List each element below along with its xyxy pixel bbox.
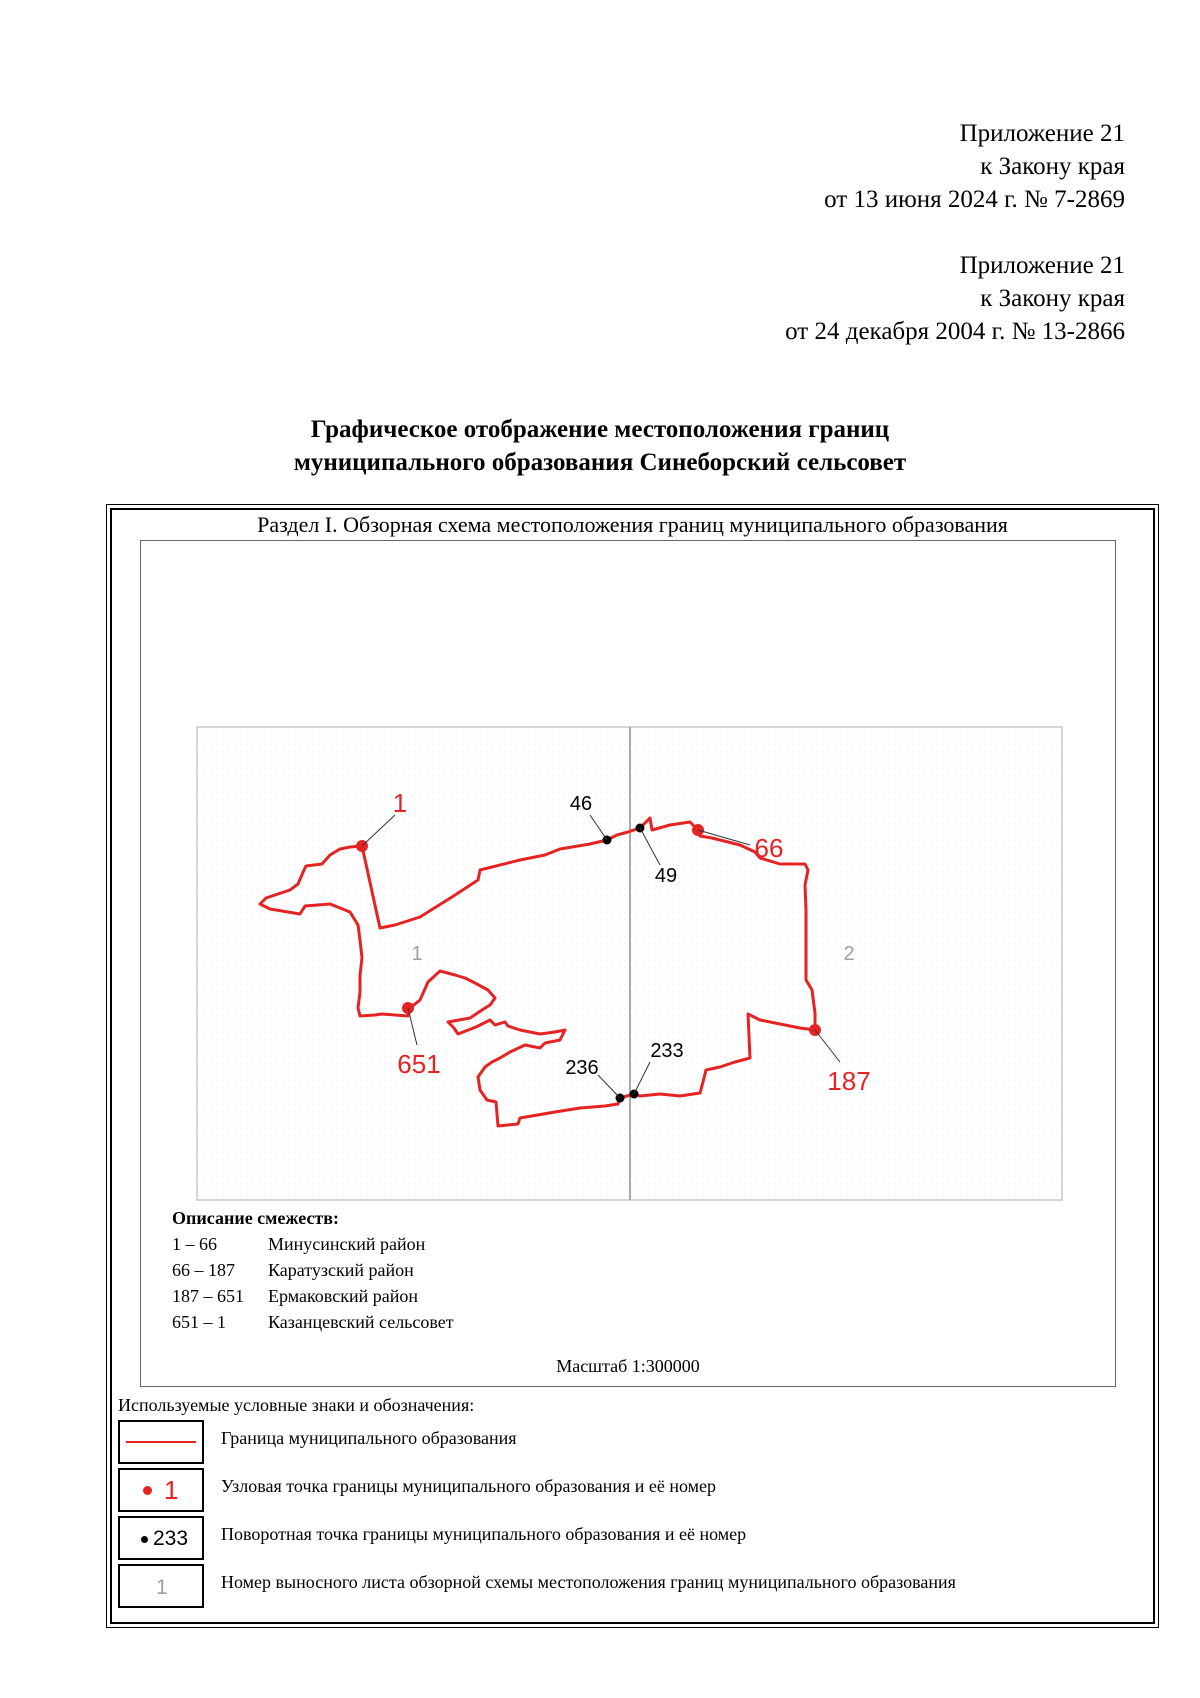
legend-text-sheet-number: Номер выносного листа обзорной схемы местоположения границ муниципального образования	[221, 1572, 956, 1592]
adjacency-range: 651 – 1	[172, 1312, 226, 1332]
document-title-line2: муниципального образования Синеборский сельсовет	[293, 449, 907, 476]
map-scale: Масштаб 1:300000	[556, 1356, 700, 1376]
legend-symbol-sheet-number	[118, 1564, 204, 1608]
section-title: Раздел I. Обзорная схема местоположения границ муниципального образования	[257, 512, 1008, 537]
adjacency-range: 187 – 651	[172, 1286, 244, 1306]
turn-label-233: 233	[650, 1040, 684, 1062]
annex-current-line1: Приложение 21	[959, 120, 1125, 147]
legend-sheet-number: 1	[156, 1576, 168, 1599]
adjacency-name: Минусинский район	[268, 1234, 426, 1254]
legend-symbol-boundary	[118, 1420, 204, 1464]
annex-current-line3: от 13 июня 2024 г. № 7-2869	[824, 186, 1125, 213]
turn-label-236: 236	[565, 1057, 599, 1079]
adjacency-range: 1 – 66	[172, 1234, 217, 1254]
adjacency-row	[172, 1257, 454, 1283]
adjacency-range: 66 – 187	[172, 1260, 235, 1280]
legend-text-turn-point: Поворотная точка границы муниципального образования и её номер	[221, 1524, 747, 1544]
turn-label-49: 49	[654, 865, 678, 887]
node-label-651: 651	[397, 1049, 441, 1079]
legend-turn-number: 233	[153, 1527, 189, 1550]
node-label-1: 1	[392, 788, 408, 818]
annex-original-line1: Приложение 21	[959, 252, 1125, 279]
legend-node-number: 1	[164, 1475, 179, 1505]
legend-symbol-turn-point	[118, 1516, 204, 1560]
legend-title: Используемые условные знаки и обозначения:	[118, 1395, 475, 1415]
boundary-line-symbol	[126, 1441, 196, 1443]
legend-symbol-node-point	[118, 1468, 204, 1512]
sheet-label-2: 2	[843, 943, 855, 965]
node-label-66: 66	[754, 833, 784, 863]
adjacency-name: Ермаковский район	[268, 1286, 418, 1306]
node-label-187: 187	[827, 1066, 871, 1096]
black-dot-icon	[141, 1536, 148, 1543]
annex-original-line3: от 24 декабря 2004 г. № 13-2866	[785, 318, 1125, 345]
annex-current-line2: к Закону края	[980, 153, 1125, 180]
adjacency-row	[172, 1309, 454, 1335]
legend-text-node-point: Узловая точка границы муниципального образования и её номер	[221, 1476, 717, 1496]
red-dot-icon	[143, 1486, 152, 1495]
annex-original-line2: к Закону края	[980, 285, 1125, 312]
adjacency-name: Каратузский район	[268, 1260, 414, 1280]
adjacency-name: Казанцевский сельсовет	[268, 1312, 454, 1332]
adjacency-title: Описание смежеств:	[172, 1208, 339, 1228]
turn-label-46: 46	[569, 793, 593, 815]
sheet-label-1: 1	[411, 943, 423, 965]
adjacency-row	[172, 1283, 454, 1309]
document-title-line1: Графическое отображение местоположения границ	[310, 416, 890, 443]
adjacency-description	[172, 1205, 454, 1335]
legend-text-boundary: Граница муниципального образования	[221, 1428, 517, 1448]
adjacency-row	[172, 1231, 454, 1257]
